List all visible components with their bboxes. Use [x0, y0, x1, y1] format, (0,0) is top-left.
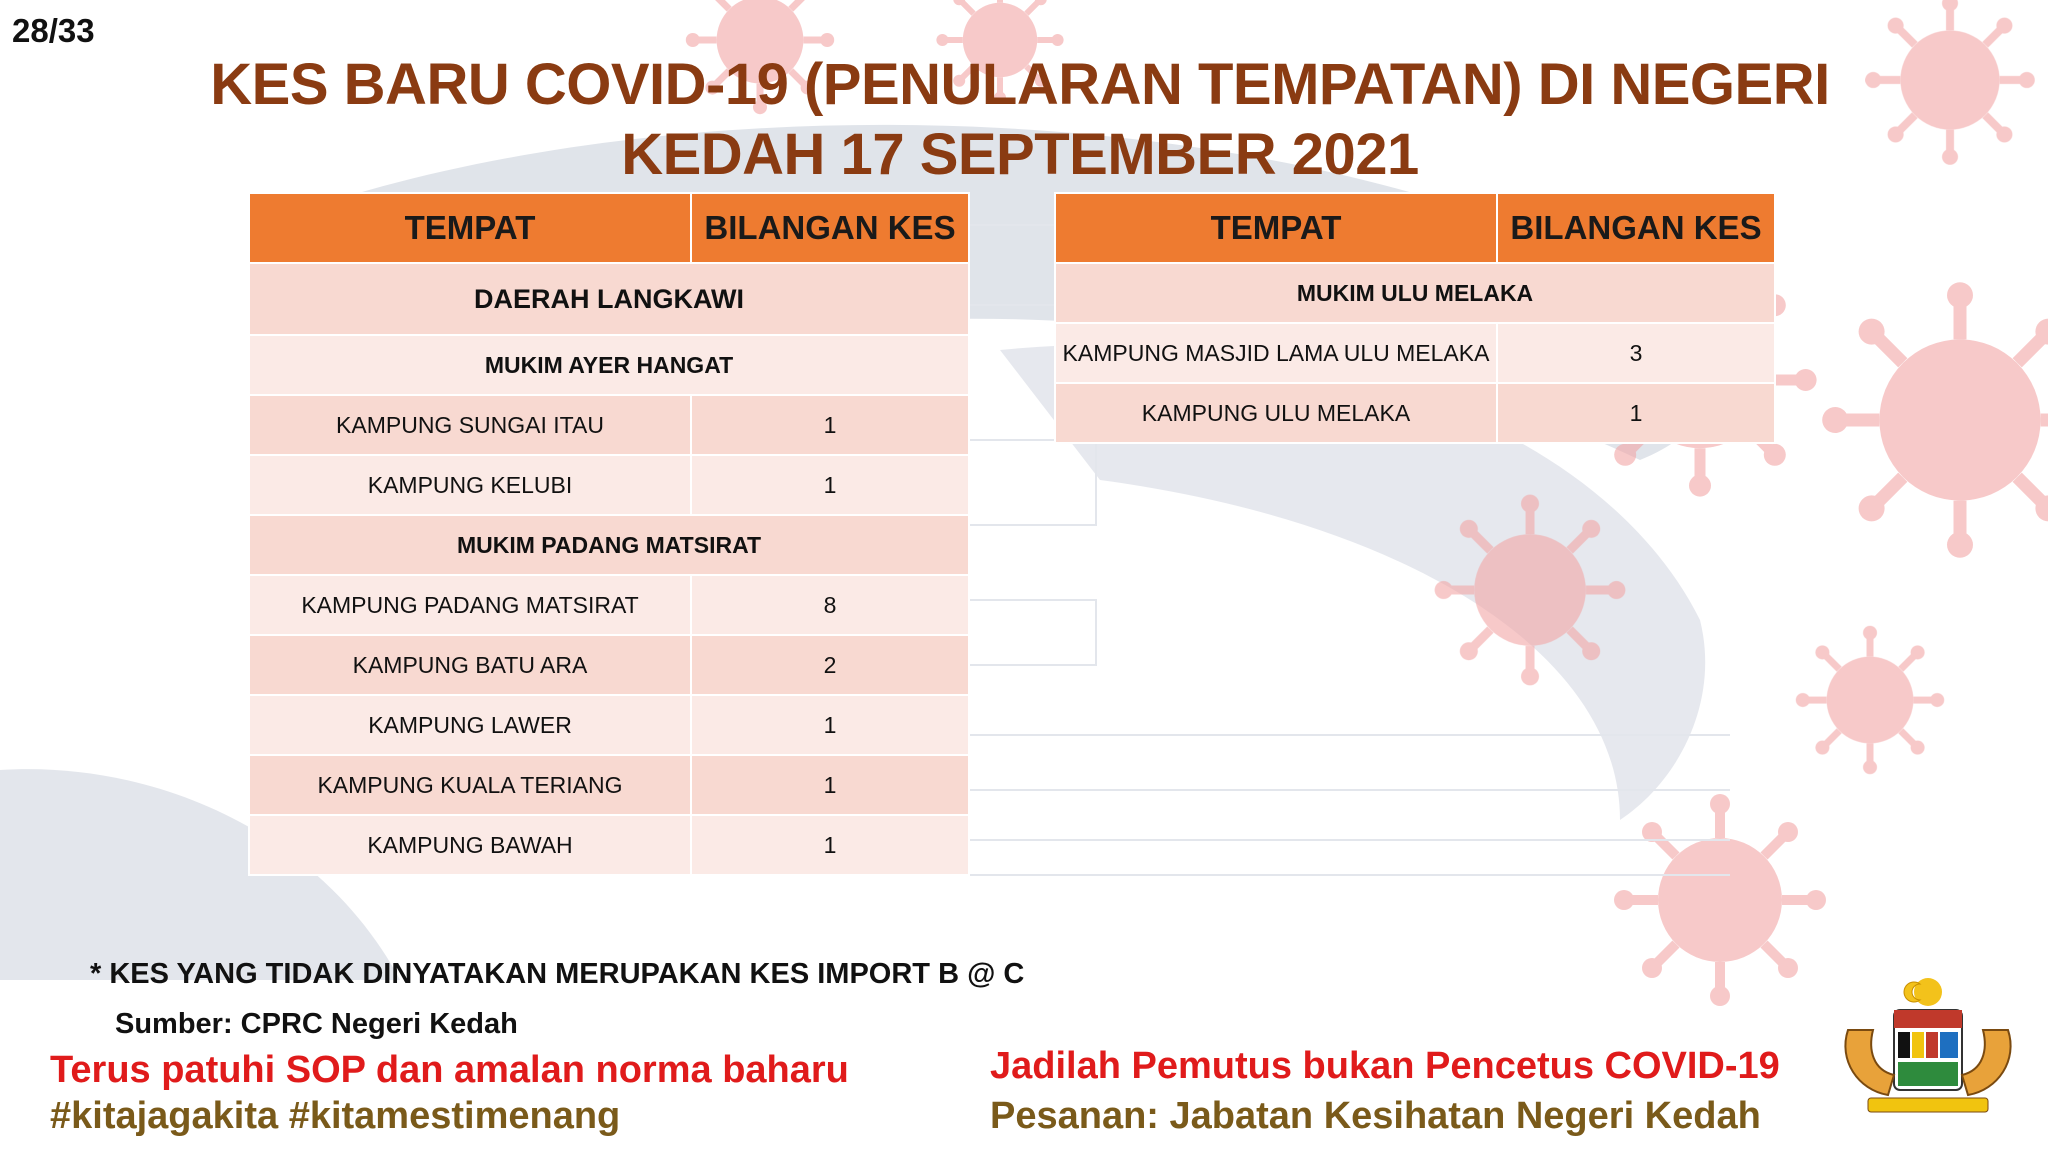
- table-row: [249, 395, 969, 455]
- mukim-label: MUKIM PADANG MATSIRAT: [249, 515, 969, 575]
- table-row: [249, 575, 969, 635]
- table-row: [249, 815, 969, 875]
- place-cell: KAMPUNG BATU ARA: [249, 635, 691, 695]
- hashtags-text: #kitajagakita #kitamestimenang: [50, 1095, 621, 1137]
- mukim-label: MUKIM AYER HANGAT: [249, 335, 969, 395]
- mukim-label: MUKIM ULU MELAKA: [1055, 263, 1775, 323]
- place-cell: KAMPUNG BAWAH: [249, 815, 691, 875]
- page-title: [200, 50, 1840, 190]
- coat-of-arms-icon: [1828, 970, 2028, 1130]
- cases-cell: 1: [691, 395, 969, 455]
- table-row: [1055, 323, 1775, 383]
- place-cell: KAMPUNG MASJID LAMA ULU MELAKA: [1055, 323, 1497, 383]
- title-line-1: KES BARU COVID-19 (PENULARAN TEMPATAN) DI NEGERI: [210, 52, 1830, 117]
- motto-text: Jadilah Pemutus bukan Pencetus COVID-19: [990, 1045, 1780, 1087]
- cases-cell: 1: [691, 755, 969, 815]
- place-cell: KAMPUNG ULU MELAKA: [1055, 383, 1497, 443]
- message-text: Pesanan: Jabatan Kesihatan Negeri Kedah: [990, 1095, 1761, 1137]
- cases-table-right: [1054, 192, 1776, 444]
- page-number: 28/33: [12, 12, 95, 49]
- cases-cell: 3: [1497, 323, 1775, 383]
- cases-cell: 1: [691, 695, 969, 755]
- cases-cell: 2: [691, 635, 969, 695]
- table-row: [249, 455, 969, 515]
- cases-table-left: [248, 192, 970, 876]
- place-cell: KAMPUNG SUNGAI ITAU: [249, 395, 691, 455]
- source-note: Sumber: CPRC Negeri Kedah: [115, 1008, 518, 1040]
- table-row: [249, 755, 969, 815]
- place-cell: KAMPUNG KELUBI: [249, 455, 691, 515]
- district-label: DAERAH LANGKAWI: [249, 263, 969, 335]
- place-cell: KAMPUNG LAWER: [249, 695, 691, 755]
- header-tempat: TEMPAT: [249, 193, 691, 263]
- footnote: * KES YANG TIDAK DINYATAKAN MERUPAKAN KES IMPORT B @ C: [90, 958, 1025, 990]
- table-row: [1055, 383, 1775, 443]
- header-bilangan-kes: BILANGAN KES: [691, 193, 969, 263]
- cases-cell: 1: [691, 815, 969, 875]
- header-bilangan-kes: BILANGAN KES: [1497, 193, 1775, 263]
- table-row: [249, 635, 969, 695]
- cases-cell: 8: [691, 575, 969, 635]
- table-row: [249, 695, 969, 755]
- header-tempat: TEMPAT: [1055, 193, 1497, 263]
- place-cell: KAMPUNG KUALA TERIANG: [249, 755, 691, 815]
- place-cell: KAMPUNG PADANG MATSIRAT: [249, 575, 691, 635]
- title-line-2: KEDAH 17 SEPTEMBER 2021: [621, 122, 1419, 187]
- slogan-text: Terus patuhi SOP dan amalan norma baharu: [50, 1049, 849, 1091]
- cases-cell: 1: [691, 455, 969, 515]
- cases-cell: 1: [1497, 383, 1775, 443]
